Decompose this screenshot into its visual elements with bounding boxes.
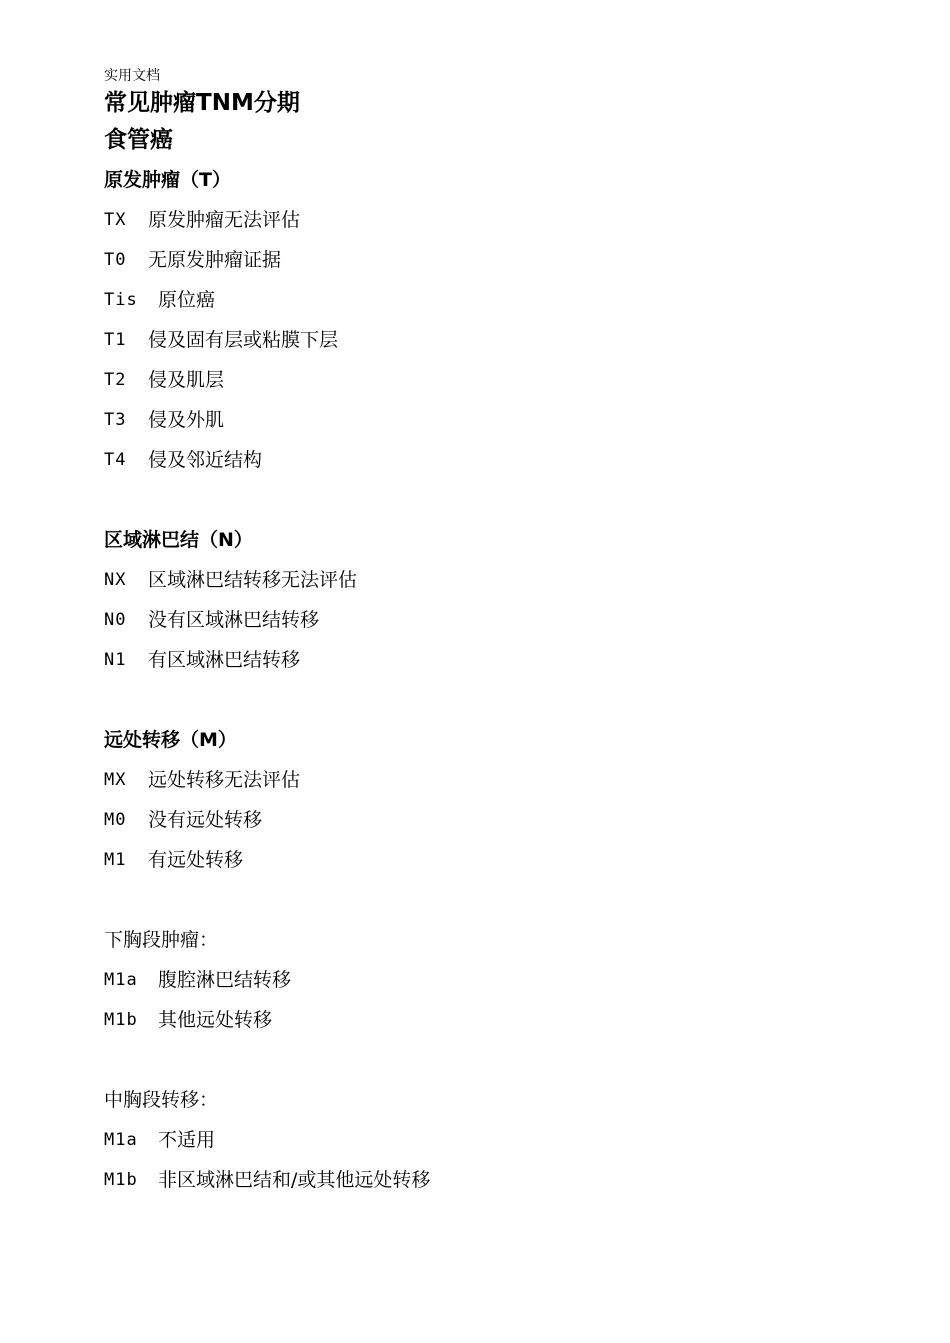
staging-section [104,720,904,880]
stage-description: 侵及邻近结构 [148,449,263,471]
section-spacer [104,880,904,920]
staging-row [104,240,904,280]
stage-code: T1 [104,330,127,350]
stage-code: T3 [104,410,127,430]
stage-code: M1b [104,1170,138,1190]
stage-description: 侵及外肌 [148,409,225,431]
staging-section [104,160,904,480]
staging-row [104,600,904,640]
stage-description: 原发肿瘤无法评估 [148,209,301,231]
staging-row [104,560,904,600]
stage-code: M1b [104,1010,138,1030]
stage-code: N1 [104,650,127,670]
staging-row [104,200,904,240]
stage-description: 不适用 [158,1129,216,1151]
staging-row [104,1160,904,1200]
stage-code: Tis [104,290,138,310]
section-heading: 下胸段肿瘤： [104,929,219,951]
stage-description: 原位癌 [158,289,216,311]
stage-description: 没有远处转移 [148,809,263,831]
staging-row [104,360,904,400]
section-spacer [104,1040,904,1080]
staging-row [104,440,904,480]
staging-section [104,1080,904,1200]
stage-code: M1 [104,850,127,870]
staging-row [104,840,904,880]
stage-code: NX [104,570,127,590]
stage-description: 没有区域淋巴结转移 [148,609,320,631]
stage-description: 侵及肌层 [148,369,225,391]
staging-row [104,1000,904,1040]
stage-description: 非区域淋巴结和/或其他远处转移 [158,1169,431,1191]
stage-description: 腹腔淋巴结转移 [158,969,292,991]
stage-code: MX [104,770,127,790]
stage-code: M1a [104,970,138,990]
stage-code: T4 [104,450,127,470]
staging-row [104,400,904,440]
stage-code: TX [104,210,127,230]
stage-code: T0 [104,250,127,270]
document-page [104,66,904,1200]
section-heading: 远处转移（M） [104,729,237,751]
staging-row [104,960,904,1000]
section-spacer [104,480,904,520]
staging-row [104,640,904,680]
section-heading: 区域淋巴结（N） [104,529,253,551]
stage-code: M0 [104,810,127,830]
stage-description: 侵及固有层或粘膜下层 [148,329,339,351]
section-heading: 中胸段转移： [104,1089,219,1111]
staging-section [104,520,904,680]
stage-description: 远处转移无法评估 [148,769,301,791]
sections-container [104,160,904,1200]
stage-description: 其他远处转移 [158,1009,273,1031]
stage-code: T2 [104,370,127,390]
stage-description: 无原发肿瘤证据 [148,249,282,271]
stage-code: M1a [104,1130,138,1150]
staging-row [104,1120,904,1160]
stage-code: N0 [104,610,127,630]
staging-row [104,760,904,800]
stage-description: 有远处转移 [148,849,244,871]
stage-description: 区域淋巴结转移无法评估 [148,569,358,591]
staging-row [104,320,904,360]
document-title: 常见肿瘤TNM分期 [104,90,300,116]
section-spacer [104,680,904,720]
document-subtitle: 食管癌 [104,127,173,153]
header-note: 实用文档 [104,68,160,84]
staging-row [104,800,904,840]
staging-section [104,920,904,1040]
section-heading: 原发肿瘤（T） [104,169,231,191]
stage-description: 有区域淋巴结转移 [148,649,301,671]
staging-row [104,280,904,320]
